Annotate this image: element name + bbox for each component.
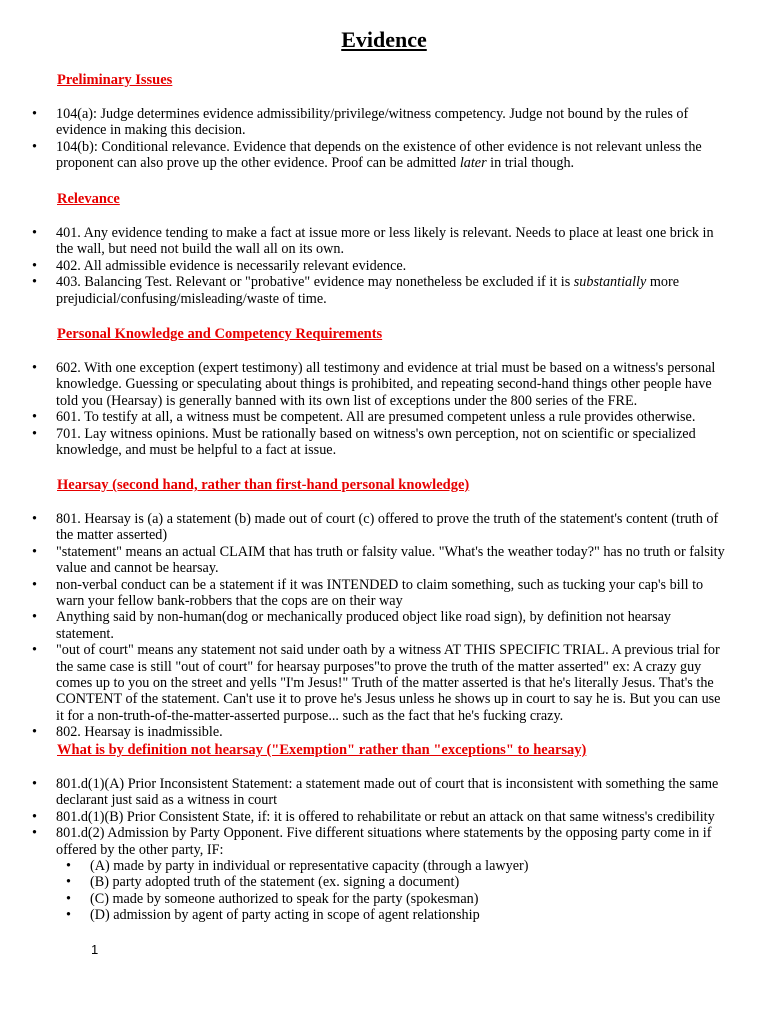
list-item: • 801.d(1)(B) Prior Consistent State, if: it is offered to rehabilitate or rebut an attack on that same witness's credibility — [56, 809, 726, 825]
list-item: • Anything said by non-human(dog or mechanically produced object like road sign), by definition not hearsay statement. — [56, 609, 726, 642]
list-item: • 601. To testify at all, a witness must be competent. All are presumed competent unless a rule provides otherwise. — [56, 409, 726, 425]
section-hearsay — [0, 476, 768, 741]
list-item: • 802. Hearsay is inadmissible. — [56, 724, 726, 740]
list-item-text: 801.d(2) Admission by Party Opponent. Five different situations where statements by the opposing party come in if offered by the other party, IF: — [56, 825, 712, 858]
section-preliminary-issues — [0, 71, 768, 172]
sub-list-item: • (B) party adopted truth of the statement (ex. signing a document) — [90, 874, 726, 890]
list-item: • 602. With one exception (expert testimony) all testimony and evidence at trial must be based on a witness's personal knowledge. Guessing or speculating about things is prohibited, and repeating second-hand things other people have told you (Hearsay) is generally banned with its own list of exceptions under the 800 series of the FRE. — [56, 360, 726, 409]
sub-list-item: • (A) made by party in individual or representative capacity (through a lawyer) — [90, 858, 726, 874]
list-item: • 104(a): Judge determines evidence admissibility/privilege/witness competency. Judge not bound by the rules of evidence in making this decision. — [56, 106, 726, 139]
list-item: • "statement" means an actual CLAIM that has truth or falsity value. "What's the weather today?" has no truth or falsity value and cannot be hearsay. — [56, 544, 726, 577]
list-item: • 401. Any evidence tending to make a fact at issue more or less likely is relevant. Needs to place at least one brick in the wall, but need not build the wall all on its own. — [56, 225, 726, 258]
list-item: • 801.d(1)(A) Prior Inconsistent Statement: a statement made out of court that is inconsistent with something the same declarant just said as a witness in court — [56, 776, 726, 809]
list-item: • 701. Lay witness opinions. Must be rationally based on witness's own perception, not on scientific or specialized knowledge, and must be helpful to a fact at issue. — [56, 426, 726, 459]
sub-list-item: • (C) made by someone authorized to speak for the party (spokesman) — [90, 891, 726, 907]
list-item: • 104(b): Conditional relevance. Evidence that depends on the existence of other evidence is not relevant unless the proponent can also prove up the other evidence. Proof can be admitted later in trial though. — [56, 139, 726, 172]
page-number: 1 — [91, 942, 99, 957]
list-item: • 801. Hearsay is (a) a statement (b) made out of court (c) offered to prove the truth of the statement's content (truth of the matter asserted) — [56, 511, 726, 544]
section-heading: Relevance — [57, 191, 120, 207]
emphasis: substantially — [573, 274, 647, 291]
list-item: • 402. All admissible evidence is necessarily relevant evidence. — [56, 258, 726, 274]
sub-list-item: • (D) admission by agent of party acting in scope of agent relationship — [90, 907, 726, 923]
section-heading: What is by definition not hearsay ("Exemption" rather than "exceptions" to hearsay) — [57, 742, 587, 758]
section-heading: Preliminary Issues — [57, 72, 173, 88]
section-personal-knowledge — [0, 325, 768, 458]
page-title: Evidence — [341, 27, 427, 52]
section-relevance — [0, 190, 768, 307]
section-heading: Hearsay (second hand, rather than first-hand personal knowledge) — [57, 477, 470, 493]
list-item — [56, 825, 726, 923]
list-item: • 403. Balancing Test. Relevant or "probative" evidence may nonetheless be excluded if it is substantially more prejudicial/confusing/misleading/waste of time. — [56, 274, 726, 307]
section-heading: Personal Knowledge and Competency Requirements — [57, 326, 383, 342]
emphasis: later — [459, 155, 487, 172]
list-item: • non-verbal conduct can be a statement if it was INTENDED to claim something, such as tucking your cap's bill to warn your fellow bank-robbers that the cops are on their way — [56, 577, 726, 610]
section-not-hearsay — [0, 741, 768, 924]
list-item: • "out of court" means any statement not said under oath by a witness AT THIS SPECIFIC TRIAL. A previous trial for the same case is still "out of court" for hearsay purposes"to prove the truth of the matter asserted" ex: A crazy guy comes up to you on the street and yells "I'm Jesus!" Truth of the matter asserted is that he's literally Jesus. That's the CONTENT of the statement. Can't use it to prove he's Jesus unless he shows up in court to say he is. But you can use it for a non-truth-of-the-matter-asserted purpose... such as the fact that he's fucking crazy. — [56, 642, 726, 724]
sub-list — [56, 858, 726, 924]
